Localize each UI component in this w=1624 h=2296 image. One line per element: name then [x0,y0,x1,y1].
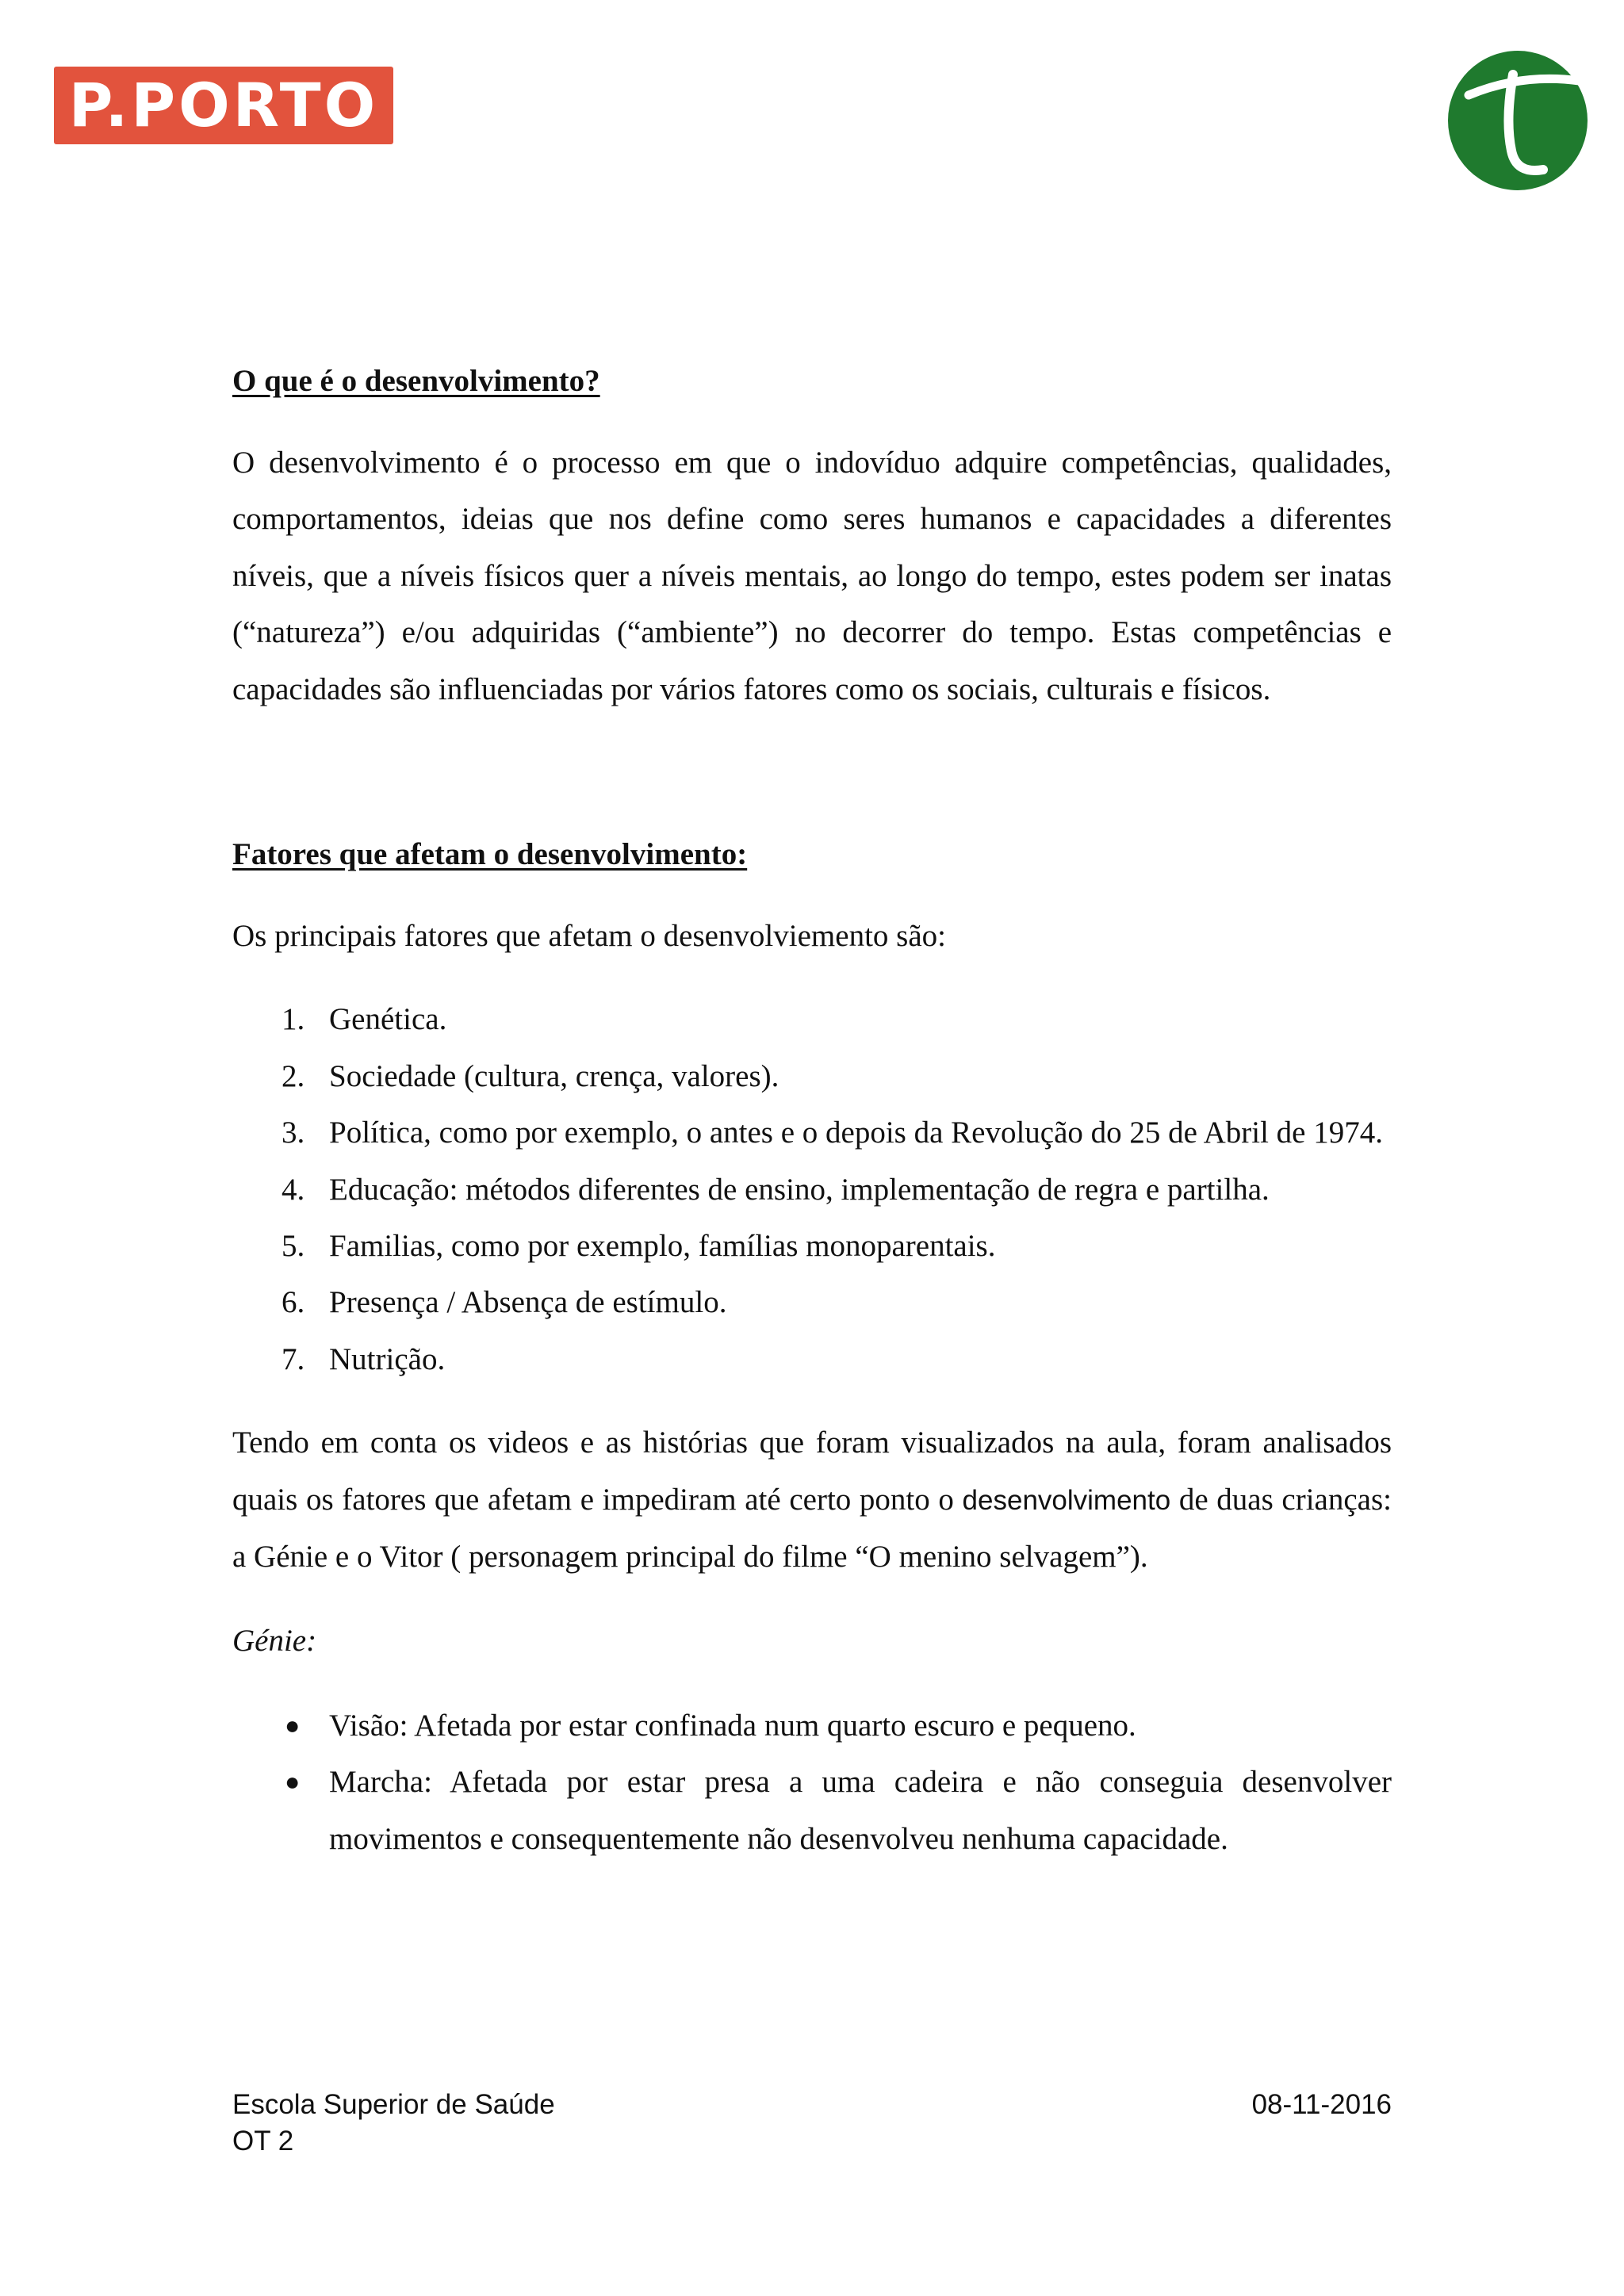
list-item: 3. Política, como por exemplo, o antes e o depois da Revolução do 25 de Abril de 1974. [282,1115,1383,1150]
section-heading-factors: Fatores que afetam o desenvolvimento: [232,837,748,872]
genie-subheading: Génie: [232,1623,317,1658]
esscola-seal-icon [1446,49,1589,192]
footer-group: OT 2 [232,2126,294,2156]
list-item: 5. Familias, como por exemplo, famílias monoparentais. [282,1229,996,1264]
list-item: ● Marcha: Afetada por estar presa a uma cadeira e não conseguia desenvolver movimentos e consequentemente não desenvolveu nenhuma capacidade. [232,1754,1392,1867]
list-item: 7. Nutrição. [282,1341,446,1376]
factors-intro: Os principais fatores que afetam o desenvolviemento são: [232,919,946,954]
document-body [232,355,1392,1867]
list-item: 2. Sociedade (cultura, crença, valores). [282,1058,779,1093]
genie-bullets [232,1697,1392,1867]
list-item: 6. Presença / Absença de estímulo. [282,1285,727,1320]
section-heading-development: O que é o desenvolvimento? [232,364,600,398]
bullet-icon: ● [285,1767,301,1797]
footer-school: Escola Superior de Saúde [232,2089,555,2120]
pporto-logo-text: P.PORTO [68,70,379,140]
factors-list [232,991,1392,1387]
page-footer [232,2087,1392,2160]
list-item: 1. Genética. [282,1002,447,1037]
pporto-logo [54,67,393,144]
footer-date: 08-11-2016 [1251,2089,1392,2120]
analysis-paragraph: Tendo em conta os videos e as histórias que foram visualizados na aula, foram analisados quais os fatores que afetam e impediram até certo ponto o desenvolvimento de duas crianças: a Génie e o Vitor ( personagem principal do filme “O menino selvagem”). [232,1425,1392,1575]
list-item: ● Visão: Afetada por estar confinada num quarto escuro e pequeno. [232,1697,1392,1754]
bullet-icon: ● [285,1710,301,1739]
development-definition-paragraph: O desenvolvimento é o processo em que o indovíduo adquire competências, qualidades, comportamentos, ideias que nos define como seres humanos e capacidades a diferentes níveis, que a níveis físicos quer a níveis mentais, ao longo do tempo, estes podem ser inatas (“natureza”) e/ou adquiridas (“ambiente”) no decorrer do tempo. Estas competências e capacidades são influenciadas por vários fatores como os sociais, culturais e físicos. [232,446,1392,706]
list-item: 4. Educação: métodos diferentes de ensino, implementação de regra e partilha. [282,1172,1270,1207]
